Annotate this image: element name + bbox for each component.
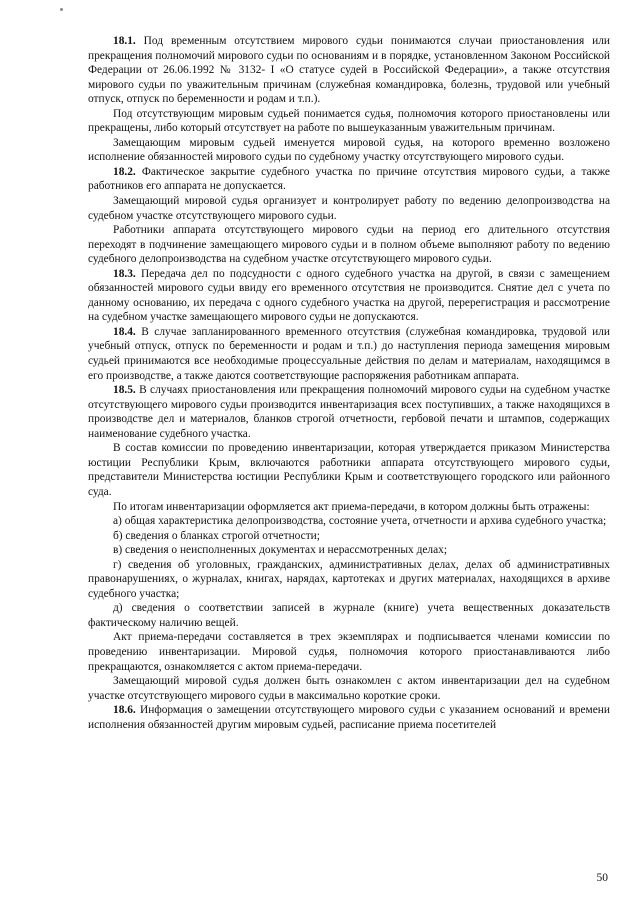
paragraph-text: г) сведения об уголовных, гражданских, административных делах, делах об административных правонарушениях, о журналах, книгах, нарядах, картотеках и других материалах, находящихся в архиве судебного участка; (88, 558, 610, 600)
paragraph-text: Под временным отсутствием мирового судьи понимаются случаи приостановления или прекращения полномочий мирового судьи по основаниям и в порядке, установленном Законом Российской Федерации от 26.06.1992 № 3132- I «О статусе судей в Российской Федерации», а также отсутствия мирового судьи по уважительным причинам (служебная командировка, болезнь, трудовой или учебный отпуск, отпуск по беременности и родам и т.п.). (88, 35, 610, 106)
paragraph-text: В случае запланированного временного отсутствия (служебная командировка, трудовой или учебный отпуск, отпуск по беременности и родам и т.п.) до наступления периода замещения мировым судьей принимаются все необходимые процессуальные действия по делам и материалам, находящимся в его производстве, а также даются соответствующие распоряжения работникам аппарата. (88, 325, 610, 382)
list-item-b (88, 529, 610, 544)
paragraph-text: Передача дел по подсудности с одного судебного участка на другой, в связи с замещением обязанностей мирового судьи ввиду его временного отсутствия не производится. Снятие дел с учета по данному основанию, их передача с одного судебного участка на другой, перерегистрация и рассмотрение на судебном участке замещающего мирового судьи не допускаются. (88, 267, 610, 324)
clause-number: 18.5. (113, 384, 136, 397)
list-item-v (88, 543, 610, 558)
paragraph-text: В случаях приостановления или прекращения полномочий мирового судьи на судебном участке отсутствующего мирового судьи производится инвентаризация всех поступивших, а также находящихся в производстве дел и материалов, бланков строгой отчетности, гербовой печати и штампов, содержащих наименование судебного участка. (88, 384, 610, 440)
clause-number: 18.2. (113, 165, 136, 178)
clause-number: 18.6. (113, 704, 136, 717)
document-body (88, 34, 610, 732)
paragraph (88, 223, 610, 267)
paragraph-18-1 (88, 34, 610, 107)
paragraph (88, 107, 610, 136)
paragraph-text: Под отсутствующим мировым судьей понимается судья, полномочия которого приостановлены или прекращены, либо который отсутствует на работе по вышеуказанным уважительным причинам. (88, 107, 610, 135)
clause-number: 18.4. (113, 325, 136, 338)
clause-number: 18.3. (113, 267, 136, 280)
paragraph (88, 500, 610, 515)
paragraph-text: б) сведения о бланках строгой отчетности; (113, 529, 320, 542)
paragraph-18-3 (88, 267, 610, 325)
paragraph (88, 136, 610, 165)
paragraph-text: В состав комиссии по проведению инвентаризации, которая утверждается приказом Министерства юстиции Республики Крым, включаются работники аппарата отсутствующего мирового судьи, представители Министерства юстиции Республики Крым и соответствующего городского или районного суда. (88, 442, 610, 498)
paragraph (88, 441, 610, 499)
list-item-d (88, 601, 610, 630)
paragraph (88, 674, 610, 703)
paragraph-18-4 (88, 325, 610, 383)
list-item-g (88, 558, 610, 602)
paragraph-text: Работники аппарата отсутствующего мирового судьи на период его длительного отсутствия переходят в подчинение замещающего мирового судьи и в полном объеме выполняют работу по ведению судебного делопроизводства на судебном участке отсутствующего мирового судьи. (88, 224, 610, 266)
scan-speck (60, 8, 63, 11)
paragraph-text: а) общая характеристика делопроизводства, состояние учета, отчетности и архива судебного участка; (113, 515, 607, 528)
paragraph-text: Акт приема-передачи составляется в трех экземплярах и подписывается членами комиссии по проведению инвентаризации. Мировой судья, полномочия которого приостанавливаются либо прекращаются, ознакомляется с актом приема-передачи. (88, 631, 610, 673)
paragraph (88, 194, 610, 223)
paragraph-text: Фактическое закрытие судебного участка по причине отсутствия мирового судьи, а также работников его аппарата не допускается. (88, 165, 610, 193)
paragraph-text: в) сведения о неисполненных документах и нерассмотренных делах; (113, 544, 448, 557)
paragraph (88, 630, 610, 674)
paragraph-18-5 (88, 383, 610, 441)
paragraph-18-2 (88, 165, 610, 194)
paragraph-text: Информация о замещении отсутствующего мирового судьи с указанием оснований и времени исполнения обязанностей другим мировым судьей, расписание приема посетителей (88, 704, 610, 731)
page-number: 50 (596, 872, 608, 884)
list-item-a (88, 514, 610, 529)
paragraph-text: Замещающий мировой судья организует и контролирует работу по ведению делопроизводства на судебном участке отсутствующего мирового судьи. (88, 195, 610, 222)
paragraph-text: д) сведения о соответствии записей в журнале (книге) учета вещественных доказательств фактическому наличию вещей. (88, 602, 610, 629)
clause-number: 18.1. (113, 35, 136, 47)
paragraph-text: По итогам инвентаризации оформляется акт приема-передачи, в котором должны быть отражены: (113, 500, 590, 513)
paragraph-text: Замещающий мировой судья должен быть ознакомлен с актом инвентаризации дел на судебном участке отсутствующего мирового судьи в максимально короткие сроки. (88, 675, 610, 702)
paragraph-text: Замещающим мировым судьей именуется мировой судья, на которого временно возложено исполнение обязанностей мирового судьи по судебному участку отсутствующего мирового судьи. (88, 136, 610, 164)
paragraph-18-6 (88, 703, 610, 732)
